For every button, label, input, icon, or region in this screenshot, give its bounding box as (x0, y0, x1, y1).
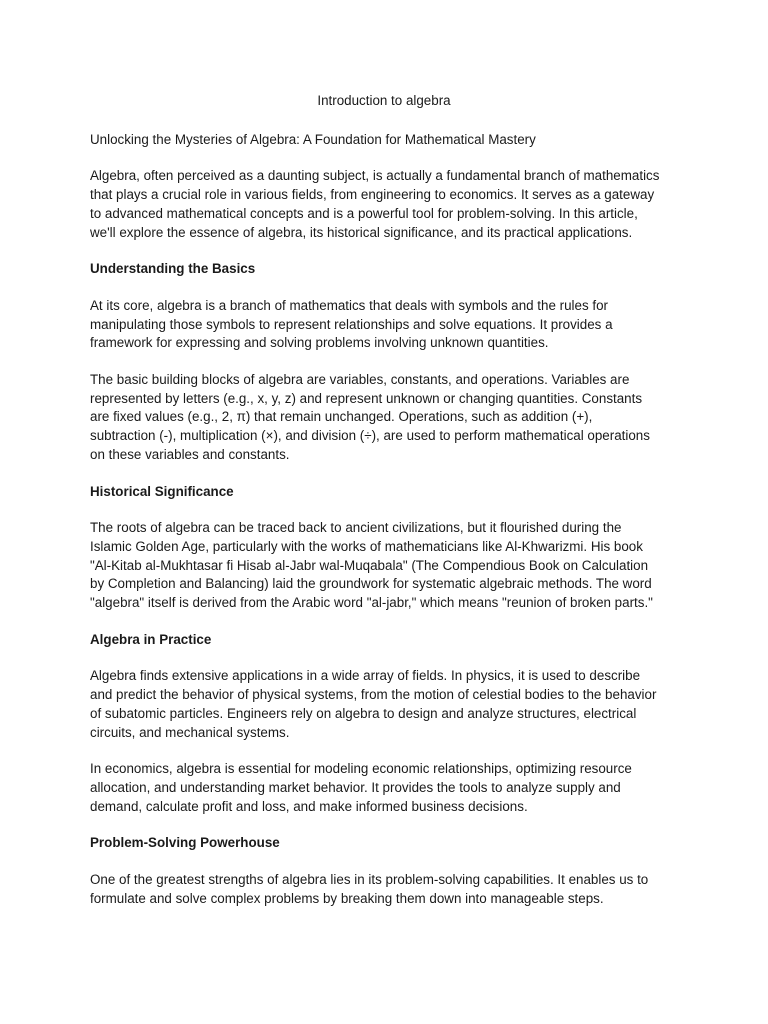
section-heading-practice: Algebra in Practice (90, 631, 212, 647)
section-heading-basics: Understanding the Basics (90, 261, 256, 277)
basics-paragraph-2: The basic building blocks of algebra are variables, constants, and operations. Variables are represented by letters (e.g., x, y, z) and represent unknown or changing quantities. Constants are fixed values (e.g., 2, π) that remain unchanged. Operations, such as addition (+), subtraction (-), multiplication (×), and division (÷), are used to perform mathematical operations on these variables and constants. (90, 372, 650, 462)
section-heading-problem-solving: Problem-Solving Powerhouse (90, 835, 280, 851)
document-title: Introduction to algebra (317, 93, 451, 108)
practice-paragraph-1: Algebra finds extensive applications in a wide array of fields. In physics, it is used to describe and predict the behavior of physical systems, from the motion of celestial bodies to the behavior of subatomic particles. Engineers rely on algebra to design and analyze structures, electrical circuits, and mechanical systems. (90, 668, 657, 740)
basics-paragraph-1: At its core, algebra is a branch of mathematics that deals with symbols and the rules for manipulating those symbols to represent relationships and solve equations. It provides a framework for expressing and solving problems involving unknown quantities. (90, 297, 613, 351)
history-paragraph-1: The roots of algebra can be traced back to ancient civilizations, but it flourished during the Islamic Golden Age, particularly with the works of mathematicians like Al-Khwarizmi. His book "Al-Kitab al-Mukhtasar fi Hisab al-Jabr wal-Muqabala" (The Compendious Book on Calculation by Completion and Balancing) laid the groundwork for systematic algebraic methods. The word "algebra" itself is derived from the Arabic word "al-jabr," which means "reunion of broken parts." (90, 520, 653, 611)
practice-paragraph-2: In economics, algebra is essential for modeling economic relationships, optimizing resource allocation, and understanding market behavior. It provides the tools to analyze supply and demand, calculate profit and loss, and make informed business decisions. (90, 761, 632, 814)
section-heading-history: Historical Significance (90, 483, 234, 499)
intro-paragraph: Algebra, often perceived as a daunting subject, is actually a fundamental branch of mathematics that plays a crucial role in various fields, from engineering to economics. It serves as a gateway to advanced mathematical concepts and is a powerful tool for problem-solving. In this article, we'll explore the essence of algebra, its historical significance, and its practical applications. (90, 168, 660, 240)
document-subtitle: Unlocking the Mysteries of Algebra: A Foundation for Mathematical Mastery (90, 131, 536, 147)
problem-solving-paragraph-1: One of the greatest strengths of algebra lies in its problem-solving capabilities. It enables us to formulate and solve complex problems by breaking them down into manageable steps. (90, 872, 649, 906)
